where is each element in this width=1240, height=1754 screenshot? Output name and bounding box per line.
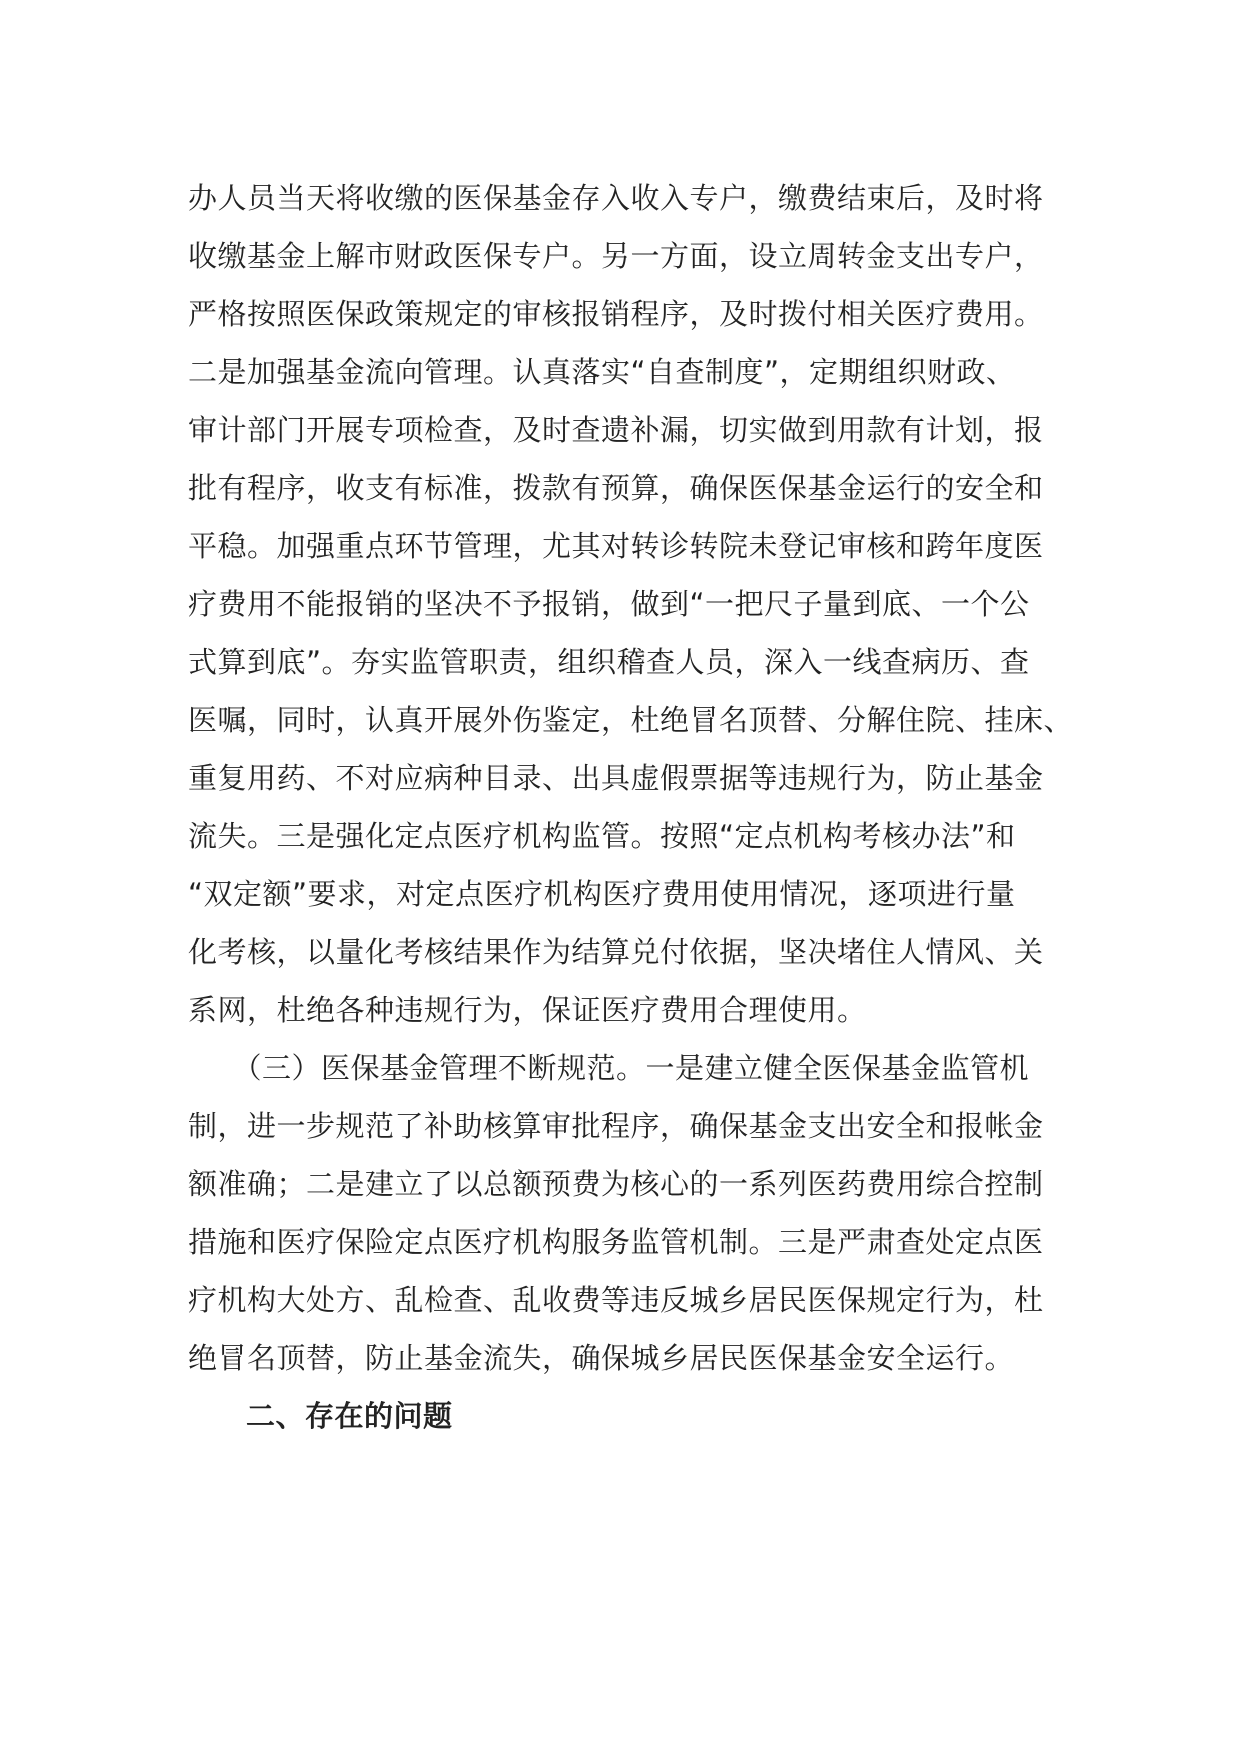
text-line: 流失。三是强化定点医疗机构监管。按照“定点机构考核办法”和	[188, 819, 1016, 853]
text-line: （三）医保基金管理不断规范。一是建立健全医保基金监管机	[188, 1051, 1030, 1085]
text-line: 制，进一步规范了补助核算审批程序，确保基金支出安全和报帐金	[188, 1109, 1044, 1143]
text-line: 医嘱，同时，认真开展外伤鉴定，杜绝冒名顶替、分解住院、挂床、	[188, 703, 1074, 737]
text-line: “双定额”要求，对定点医疗机构医疗费用使用情况，逐项进行量	[188, 877, 1016, 911]
text-line: 额准确；二是建立了以总额预费为核心的一系列医药费用综合控制	[188, 1167, 1044, 1201]
text-line: 平稳。加强重点环节管理，尤其对转诊转院未登记审核和跨年度医	[188, 529, 1044, 563]
text-line: 疗机构大处方、乱检查、乱收费等违反城乡居民医保规定行为，杜	[188, 1283, 1044, 1317]
text-line: 系网，杜绝各种违规行为，保证医疗费用合理使用。	[188, 993, 867, 1027]
text-line: 重复用药、不对应病种目录、出具虚假票据等违规行为，防止基金	[188, 761, 1044, 795]
text-line: 收缴基金上解市财政医保专户。另一方面，设立周转金支出专户，	[188, 239, 1044, 273]
text-line: 二是加强基金流向管理。认真落实“自查制度”，定期组织财政、	[188, 355, 1016, 389]
text-line: 办人员当天将收缴的医保基金存入收入专户，缴费结束后，及时将	[188, 181, 1044, 215]
text-line: 式算到底”。夯实监管职责，组织稽查人员，深入一线查病历、查	[188, 645, 1030, 679]
text-line: 疗费用不能报销的坚决不予报销，做到“一把尺子量到底、一个公	[188, 587, 1030, 621]
text-line: 化考核，以量化考核结果作为结算兑付依据，坚决堵住人情风、关	[188, 935, 1044, 969]
text-line: 批有程序，收支有标准，拨款有预算，确保医保基金运行的安全和	[188, 471, 1044, 505]
section-heading: 二、存在的问题	[246, 1399, 453, 1433]
text-line: 严格按照医保政策规定的审核报销程序，及时拨付相关医疗费用。	[188, 297, 1044, 331]
text-line: 审计部门开展专项检查，及时查遗补漏，切实做到用款有计划，报	[188, 413, 1044, 447]
text-line: 措施和医疗保险定点医疗机构服务监管机制。三是严肃查处定点医	[188, 1225, 1044, 1259]
text-line: 绝冒名顶替，防止基金流失，确保城乡居民医保基金安全运行。	[188, 1341, 1015, 1375]
